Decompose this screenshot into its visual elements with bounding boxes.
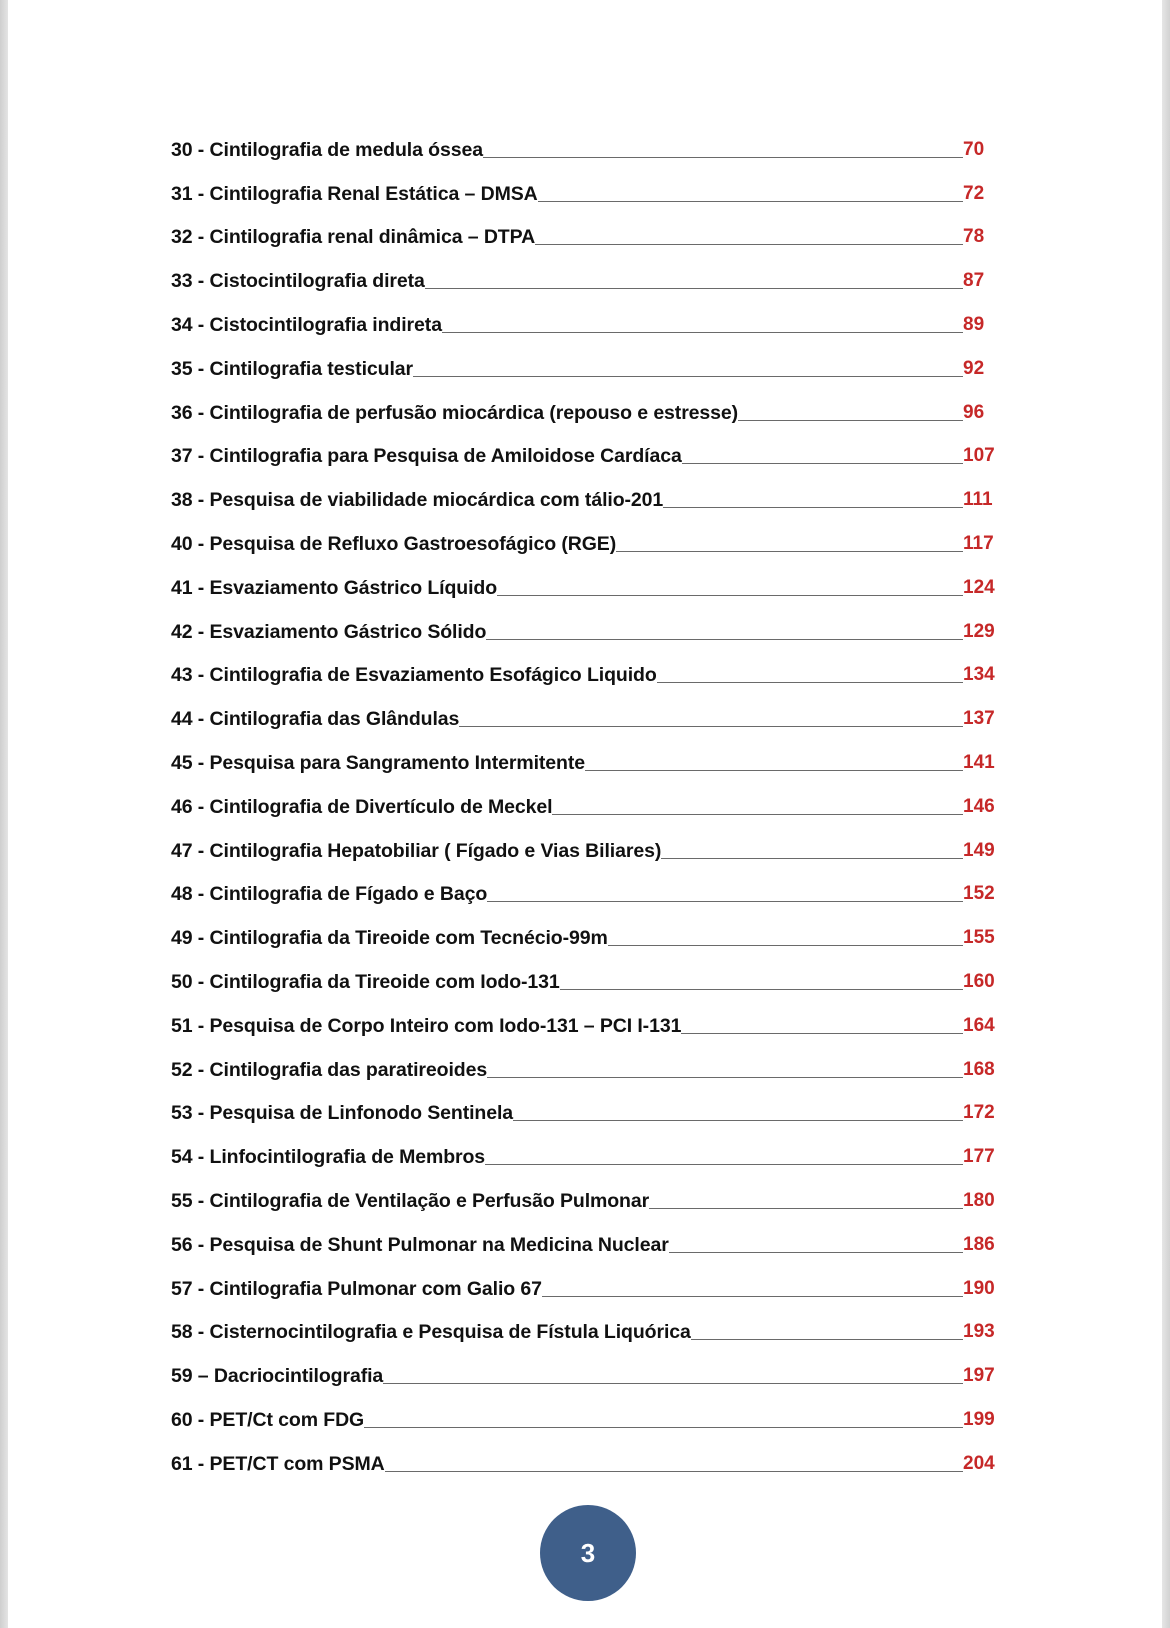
document-page (8, 0, 1162, 1628)
toc-leader-line (691, 1339, 963, 1340)
toc-entry[interactable] (171, 742, 1011, 786)
toc-leader-line (483, 157, 963, 158)
toc-leader-line (661, 858, 963, 859)
toc-entry-page-number: 197 (963, 1365, 995, 1387)
toc-leader-line (485, 1164, 963, 1165)
toc-leader-line (542, 1296, 963, 1297)
toc-entry-title: 31 - Cintilografia Renal Estática – DMSA (171, 182, 538, 205)
toc-entry-page-number: 92 (963, 357, 985, 379)
toc-entry-page-number: 89 (963, 313, 985, 335)
toc-entry[interactable] (171, 611, 1011, 655)
toc-entry-page-number: 141 (963, 751, 995, 773)
toc-entry-title: 36 - Cintilografia de perfusão miocárdica (repouso e estresse) (171, 401, 739, 424)
toc-leader-line (497, 595, 963, 596)
toc-entry-title: 44 - Cintilografia das Glândulas (171, 708, 460, 731)
toc-entry-page-number: 199 (963, 1408, 995, 1430)
toc-entry[interactable] (171, 129, 1011, 173)
toc-entry-page-number: 180 (963, 1189, 995, 1211)
toc-leader-line (459, 726, 963, 727)
toc-entry-page-number: 137 (963, 708, 995, 730)
toc-entry[interactable] (171, 1093, 1011, 1137)
toc-entry[interactable] (171, 830, 1011, 874)
toc-entry-title: 50 - Cintilografia da Tireoide com Iodo-131 (171, 970, 560, 993)
toc-entry[interactable] (171, 1049, 1011, 1093)
toc-entry-page-number: 129 (963, 620, 995, 642)
toc-leader-line (538, 201, 963, 202)
toc-entry[interactable] (171, 217, 1011, 261)
toc-entry-page-number: 111 (963, 489, 993, 511)
toc-leader-line (487, 1077, 963, 1078)
toc-leader-line (657, 682, 963, 683)
toc-leader-line (669, 1252, 963, 1253)
toc-entry-page-number: 186 (963, 1233, 995, 1255)
toc-entry-title: 41 - Esvaziamento Gástrico Líquido (171, 576, 498, 599)
toc-entry-title: 55 - Cintilografia de Ventilação e Perfusão Pulmonar (171, 1189, 650, 1212)
toc-entry-page-number: 168 (963, 1058, 995, 1080)
toc-leader-line (486, 639, 963, 640)
toc-entry-page-number: 78 (963, 226, 985, 248)
toc-leader-line (616, 551, 963, 552)
toc-entry[interactable] (171, 1180, 1011, 1224)
toc-entry-title: 52 - Cintilografia das paratireoides (171, 1058, 488, 1081)
toc-entry-page-number: 72 (963, 182, 985, 204)
toc-entry[interactable] (171, 1224, 1011, 1268)
toc-leader-line (535, 244, 963, 245)
toc-leader-line (560, 989, 963, 990)
toc-entry-page-number: 204 (963, 1452, 995, 1474)
toc-entry-page-number: 177 (963, 1146, 995, 1168)
toc-entry-page-number: 155 (963, 927, 995, 949)
toc-entry[interactable] (171, 1443, 1011, 1487)
toc-entry-title: 33 - Cistocintilografia direta (171, 270, 425, 293)
page-number: 3 (580, 1537, 596, 1568)
toc-entry-title: 42 - Esvaziamento Gástrico Sólido (171, 620, 487, 643)
toc-entry-title: 60 - PET/Ct com FDG (171, 1408, 365, 1431)
toc-entry-title: 58 - Cisternocintilografia e Pesquisa de Fístula Liquórica (171, 1321, 691, 1344)
toc-leader-line (663, 507, 963, 508)
toc-entry[interactable] (171, 304, 1011, 348)
toc-entry[interactable] (171, 961, 1011, 1005)
toc-leader-line (442, 332, 963, 333)
toc-entry[interactable] (171, 260, 1011, 304)
toc-entry-page-number: 164 (963, 1014, 995, 1036)
toc-entry-page-number: 149 (963, 839, 995, 861)
toc-entry[interactable] (171, 173, 1011, 217)
toc-entry[interactable] (171, 1268, 1011, 1312)
toc-entry[interactable] (171, 917, 1011, 961)
toc-entry-title: 48 - Cintilografia de Fígado e Baço (171, 883, 488, 906)
toc-entry-title: 45 - Pesquisa para Sangramento Intermitente (171, 751, 585, 774)
toc-entry[interactable] (171, 874, 1011, 918)
toc-entry-title: 54 - Linfocintilografia de Membros (171, 1146, 486, 1169)
toc-leader-line (364, 1427, 963, 1428)
toc-leader-line (385, 1471, 963, 1472)
toc-entry-page-number: 172 (963, 1102, 995, 1124)
toc-leader-line (608, 945, 963, 946)
toc-entry-title: 59 – Dacriocintilografia (171, 1365, 384, 1388)
table-of-contents (171, 129, 1011, 1487)
toc-entry-title: 30 - Cintilografia de medula óssea (171, 138, 483, 161)
toc-entry-title: 47 - Cintilografia Hepatobiliar ( Fígado e Vias Biliares) (171, 839, 662, 862)
toc-leader-line (383, 1383, 963, 1384)
toc-entry-title: 49 - Cintilografia da Tireoide com Tecnécio-99m (171, 927, 608, 950)
toc-entry[interactable] (171, 392, 1011, 436)
toc-entry-title: 40 - Pesquisa de Refluxo Gastroesofágico (RGE) (171, 532, 617, 555)
toc-leader-line (738, 420, 963, 421)
toc-entry[interactable] (171, 655, 1011, 699)
toc-entry[interactable] (171, 698, 1011, 742)
toc-entry-title: 51 - Pesquisa de Corpo Inteiro com Iodo-131 – PCI I-131 (171, 1014, 682, 1037)
toc-entry-title: 34 - Cistocintilografia indireta (171, 313, 442, 336)
toc-entry[interactable] (171, 786, 1011, 830)
toc-entry-title: 38 - Pesquisa de viabilidade miocárdica com tálio-201 (171, 489, 664, 512)
toc-entry-page-number: 193 (963, 1321, 995, 1343)
toc-leader-line (585, 770, 963, 771)
toc-entry[interactable] (171, 1355, 1011, 1399)
toc-entry[interactable] (171, 1136, 1011, 1180)
toc-entry-page-number: 96 (963, 401, 985, 423)
toc-entry[interactable] (171, 1312, 1011, 1356)
toc-entry-title: 43 - Cintilografia de Esvaziamento Esofágico Liquido (171, 664, 657, 687)
toc-entry-page-number: 87 (963, 270, 985, 292)
toc-leader-line (487, 901, 963, 902)
toc-leader-line (513, 1120, 963, 1121)
toc-leader-line (649, 1208, 963, 1209)
toc-entry-page-number: 152 (963, 883, 995, 905)
toc-entry[interactable] (171, 1005, 1011, 1049)
toc-leader-line (681, 1033, 963, 1034)
toc-entry-page-number: 160 (963, 970, 995, 992)
toc-entry-page-number: 146 (963, 795, 995, 817)
toc-entry-title: 37 - Cintilografia para Pesquisa de Amiloidose Cardíaca (171, 445, 682, 468)
toc-leader-line (682, 463, 963, 464)
toc-entry[interactable] (171, 1399, 1011, 1443)
toc-entry-page-number: 70 (963, 138, 985, 160)
toc-entry[interactable] (171, 436, 1011, 480)
toc-entry[interactable] (171, 348, 1011, 392)
toc-entry-title: 35 - Cintilografia testicular (171, 357, 413, 380)
toc-entry[interactable] (171, 479, 1011, 523)
toc-entry-page-number: 190 (963, 1277, 995, 1299)
toc-entry-title: 32 - Cintilografia renal dinâmica – DTPA (171, 226, 536, 249)
toc-entry-title: 57 - Cintilografia Pulmonar com Galio 67 (171, 1277, 542, 1300)
toc-entry-title: 56 - Pesquisa de Shunt Pulmonar na Medicina Nuclear (171, 1233, 669, 1256)
toc-entry-page-number: 124 (963, 576, 995, 598)
toc-entry-title: 46 - Cintilografia de Divertículo de Meckel (171, 795, 553, 818)
toc-entry-page-number: 107 (963, 445, 995, 467)
toc-entry-title: 61 - PET/CT com PSMA (171, 1452, 385, 1475)
toc-leader-line (413, 376, 963, 377)
toc-entry-page-number: 134 (963, 664, 995, 686)
toc-leader-line (425, 288, 963, 289)
toc-entry-page-number: 117 (963, 532, 994, 554)
toc-leader-line (552, 814, 963, 815)
toc-entry[interactable] (171, 523, 1011, 567)
toc-entry-title: 53 - Pesquisa de Linfonodo Sentinela (171, 1102, 514, 1125)
page-number-badge (540, 1505, 636, 1601)
toc-entry[interactable] (171, 567, 1011, 611)
